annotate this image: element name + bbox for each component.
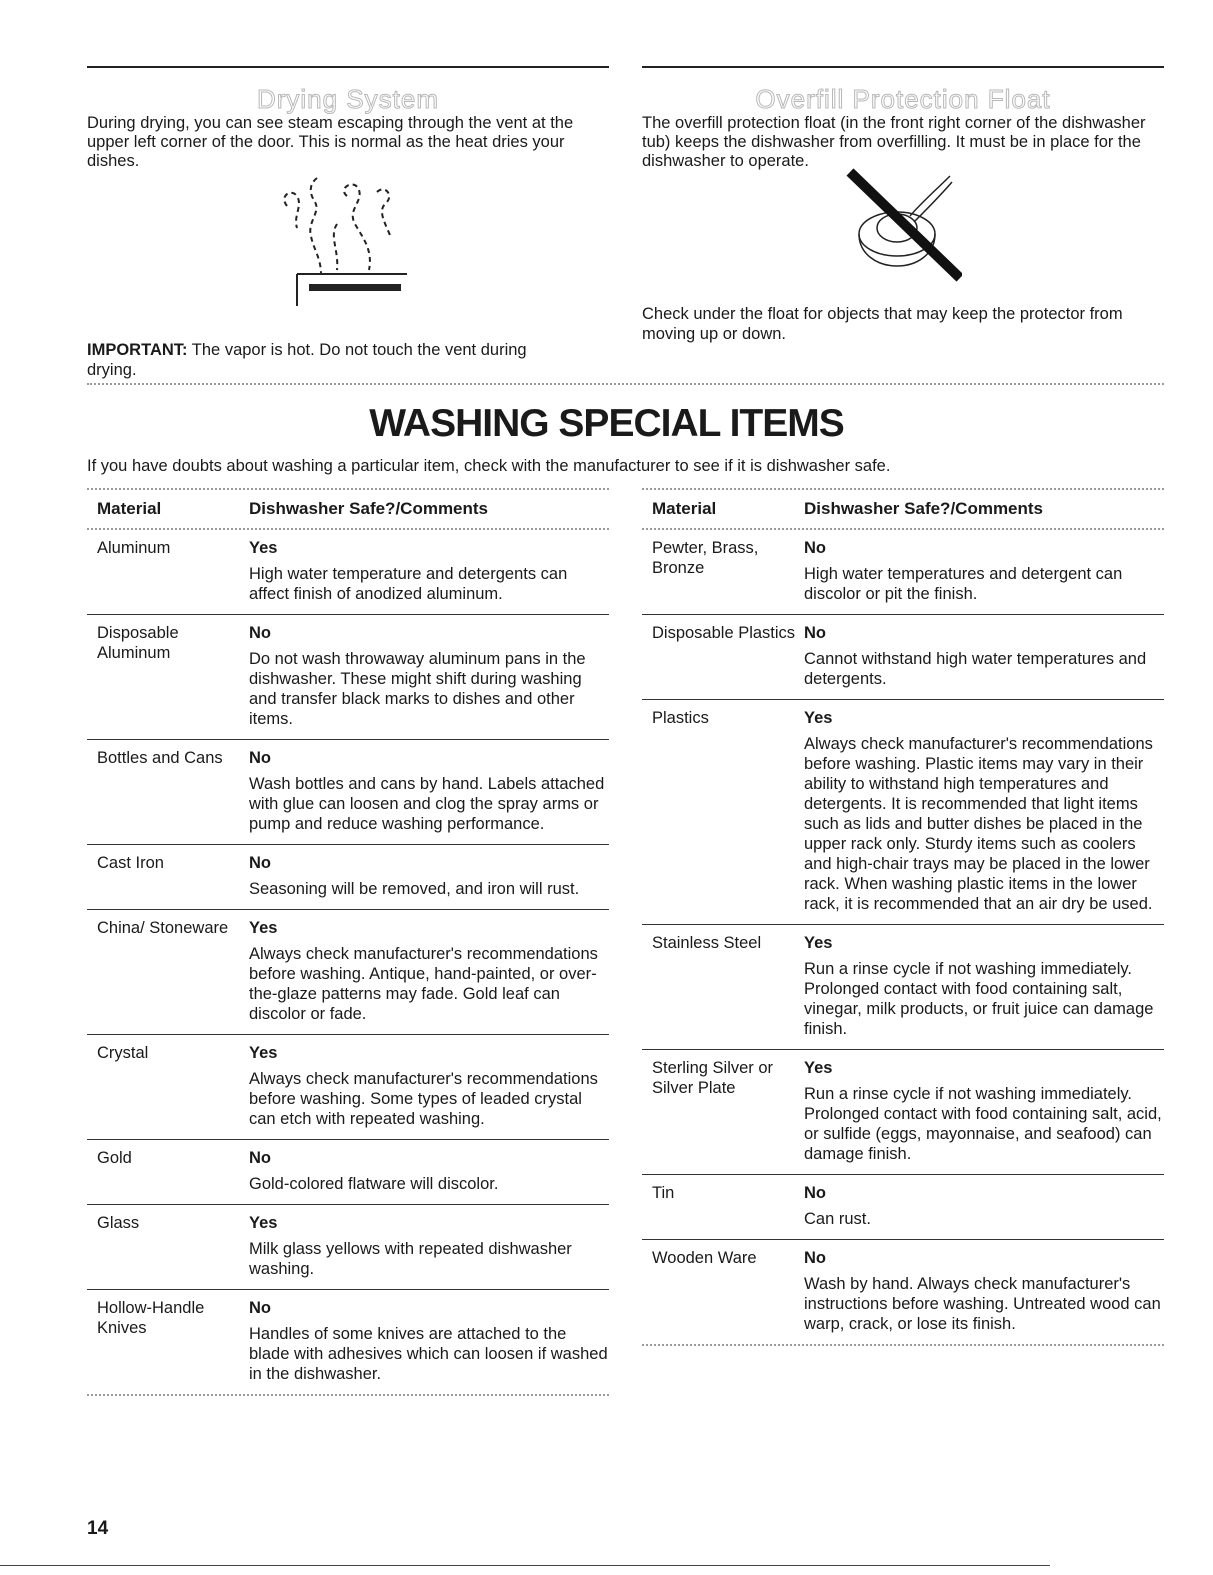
verdict-text: No [804,1184,826,1202]
header-comments: Dishwasher Safe?/Comments [249,499,489,518]
washing-special-items-title: WASHING SPECIAL ITEMS [369,402,844,445]
comment-text: Milk glass yellows with repeated dishwasher washing. [249,1240,572,1278]
comment-cell [249,538,609,604]
comment-cell [249,748,609,834]
material-cell: Disposable Plastics [652,624,796,642]
washing-intro-text: If you have doubts about washing a particular item, check with the manufacturer to see if it is dishwasher safe. [87,457,891,475]
comment-cell [249,918,609,1024]
table-row [87,845,609,910]
page-bottom-rule [0,1565,1050,1566]
table-row [87,1035,609,1140]
table-row [87,615,609,740]
verdict-text: Yes [249,919,278,937]
comment-text: Cannot withstand high water temperatures and detergents. [804,650,1147,688]
comment-cell [804,1058,1164,1164]
comment-text: Can rust. [804,1210,871,1228]
material-cell: Sterling Silver or Silver Plate [652,1059,774,1097]
comment-text: Seasoning will be removed, and iron will rust. [249,880,580,898]
comment-text: Run a rinse cycle if not washing immediately. Prolonged contact with food containing salt, vinegar, milk products, or fruit juice can damage finish. [804,960,1154,1038]
comment-text: Always check manufacturer's recommendations before washing. Some types of leaded crystal can etch with repeated washing. [249,1070,598,1128]
section-divider [87,383,1164,385]
materials-table-right [642,488,1164,1346]
material-cell: China/ Stoneware [97,919,229,937]
table-body [87,530,609,1396]
material-cell: Wooden Ware [652,1249,757,1267]
table-row [642,1050,1164,1175]
material-cell: Disposable Aluminum [97,624,179,662]
material-cell: Pewter, Brass, Bronze [652,539,759,577]
table-row [87,740,609,845]
table-row [87,530,609,615]
verdict-text: No [249,749,271,767]
comment-text: High water temperatures and detergent can discolor or pit the finish. [804,565,1123,603]
important-text: The vapor is hot. Do not touch the vent during drying. [87,341,527,379]
verdict-text: No [804,539,826,557]
material-cell: Crystal [97,1044,149,1062]
comment-text: Always check manufacturer's recommendations before washing. Plastic items may vary in their ability to withstand high temperatures and detergents. It is recommended that light items such as lids and butter dishes be placed in the upper rack only. Sturdy items such as coolers and high-chair trays may be placed in the lower rack. When washing plastic items in the lower rack, it is recommended that an air dry be used. [804,735,1153,913]
table-row [87,1290,609,1396]
verdict-text: Yes [249,539,278,557]
comment-cell [804,538,1164,604]
verdict-text: Yes [249,1044,278,1062]
comment-cell [249,1298,609,1384]
materials-table-left [87,488,609,1396]
header-material: Material [652,499,717,518]
verdict-text: No [249,624,271,642]
comment-cell [804,1248,1164,1334]
drying-system-text: During drying, you can see steam escaping through the vent at the upper left corner of the door. This is normal as the heat dries your dishes. [87,114,574,170]
comment-text: Handles of some knives are attached to the blade with adhesives which can loosen if washed in the dishwasher. [249,1325,608,1383]
material-cell: Aluminum [97,539,171,557]
comment-text: High water temperature and detergents can affect finish of anodized aluminum. [249,565,568,603]
comment-cell [249,853,609,899]
table-row [642,615,1164,700]
table-row [642,1175,1164,1240]
comment-cell [249,1148,609,1194]
table-header [642,488,1164,530]
table-row [642,530,1164,615]
overfill-float-text: The overfill protection float (in the front right corner of the dishwasher tub) keeps the dishwasher from overfilling. It must be in place for the dishwasher to operate. [642,114,1146,170]
table-row [87,1140,609,1205]
comment-cell [804,708,1164,914]
table-row [642,1240,1164,1346]
material-cell: Hollow-Handle Knives [97,1299,205,1337]
verdict-text: Yes [804,1059,833,1077]
table-body [642,530,1164,1346]
comment-cell [249,1213,609,1279]
material-cell: Tin [652,1184,675,1202]
drying-system-title: Drying System [256,84,440,114]
comment-text: Do not wash throwaway aluminum pans in the dishwasher. These might shift during washing and transfer black marks to dishes and other items. [249,650,586,728]
material-cell: Cast Iron [97,854,164,872]
verdict-text: No [249,854,271,872]
verdict-text: No [249,1299,271,1317]
table-row [642,925,1164,1050]
important-label: IMPORTANT: [87,341,188,359]
material-cell: Bottles and Cans [97,749,223,767]
comment-cell [249,623,609,729]
verdict-text: Yes [804,709,833,727]
table-row [87,1205,609,1290]
comment-cell [804,1183,1164,1229]
comment-text: Run a rinse cycle if not washing immediately. Prolonged contact with food containing salt, acid, or sulfide (eggs, mayonnaise, and seafood) can damage finish. [804,1085,1162,1163]
verdict-text: No [249,1149,271,1167]
comment-text: Gold-colored flatware will discolor. [249,1175,499,1193]
overfill-float-section [642,66,1164,171]
comment-cell [804,933,1164,1039]
table-header [87,488,609,530]
material-cell: Glass [97,1214,140,1232]
header-comments: Dishwasher Safe?/Comments [804,499,1044,518]
overfill-float-icon [842,166,962,286]
section-rule [642,66,1164,68]
overfill-float-check-text: Check under the float for objects that may keep the protector from moving up or down. [642,305,1123,343]
section-rule [87,66,609,68]
drying-important-note [87,340,557,380]
page-number: 14 [87,1518,109,1539]
comment-text: Wash by hand. Always check manufacturer's instructions before washing. Untreated wood can warp, crack, or lose its finish. [804,1275,1161,1333]
comment-text: Always check manufacturer's recommendations before washing. Antique, hand-painted, or over-the-glaze patterns may fade. Gold leaf can discolor or fade. [249,945,598,1023]
material-cell: Stainless Steel [652,934,762,952]
comment-text: Wash bottles and cans by hand. Labels attached with glue can loosen and clog the spray arms or pump and reduce washing performance. [249,775,605,833]
overfill-float-title: Overfill Protection Float [755,84,1051,114]
header-material: Material [97,499,162,518]
steam-vent-icon [277,166,417,306]
verdict-text: No [804,1249,826,1267]
comment-cell [804,623,1164,689]
material-cell: Gold [97,1149,132,1167]
verdict-text: Yes [804,934,833,952]
drying-system-section [87,66,609,171]
material-cell: Plastics [652,709,709,727]
verdict-text: Yes [249,1214,278,1232]
comment-cell [249,1043,609,1129]
table-row [87,910,609,1035]
table-row [642,700,1164,925]
verdict-text: No [804,624,826,642]
